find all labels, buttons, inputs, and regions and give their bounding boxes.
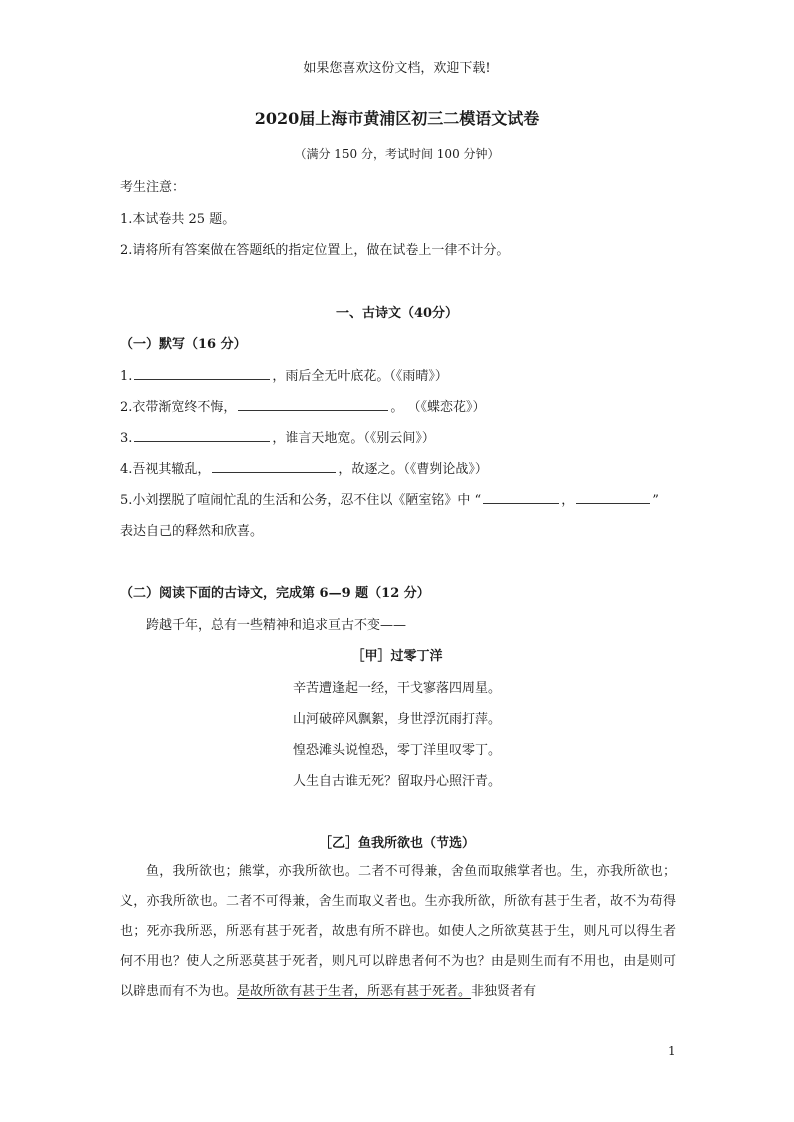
question-2 xyxy=(120,396,486,415)
prose-text: 非独贤者有 xyxy=(471,984,537,999)
notice-item: 1.本试卷共 25 题。 xyxy=(120,212,236,227)
poem-line: 惶恐滩头说惶恐，零丁洋里叹零丁。 xyxy=(292,743,501,758)
exam-subtitle: （满分 150 分，考试时间 100 分钟） xyxy=(294,147,500,161)
answer-blank[interactable] xyxy=(212,471,336,473)
section-heading: 一、古诗文（40分） xyxy=(335,306,459,321)
poem-line: 辛苦遭逢起一经，干戈寥落四周星。 xyxy=(292,681,501,696)
prose-text: 鱼，我所欲也；熊掌，亦我所欲也。二者不可得兼，舍鱼而取熊掌者也。生，亦我所欲也；义，亦我所欲也。二者不可得兼，舍生而取义者也。生亦我所欲，所欲有甚于生者，故不为苟得也；死亦我所恶，所恶有甚于死者，故患有所不辟也。如使人之所欲莫甚于生，则凡可以得生者何不用也？使人之所恶莫甚于死者，则凡可以辟患者何不为也？由是则生而有不用也，由是则可以辟患而有不为也。 xyxy=(120,864,676,999)
question-5-line2: 表达自己的释然和欣喜。 xyxy=(120,524,264,539)
answer-blank[interactable] xyxy=(576,502,650,504)
question-text: ” xyxy=(652,493,659,508)
page-title: 2020届上海市黄浦区初三二模语文试卷 xyxy=(254,109,540,128)
prose-passage xyxy=(120,857,676,1007)
notice-item: 2.请将所有答案做在答题纸的指定位置上，做在试卷上一律不计分。 xyxy=(120,243,510,258)
question-1 xyxy=(120,365,448,384)
question-text: 2.衣带渐宽终不悔， xyxy=(120,400,237,415)
question-text: ，谁言天地宽。（《别云间》） xyxy=(272,431,435,446)
answer-blank[interactable] xyxy=(134,378,270,380)
poem-title: ［甲］过零丁洋 xyxy=(351,649,443,664)
question-text: 5.小刘摆脱了喧闹忙乱的生活和公务，忍不住以《陋室铭》中 “ xyxy=(120,493,482,508)
question-text: 4.吾视其辙乱， xyxy=(120,462,211,477)
question-text: ， xyxy=(561,493,575,508)
question-text: 。 （《蝶恋花》） xyxy=(390,400,486,415)
answer-blank[interactable] xyxy=(483,502,559,504)
question-number: 1. xyxy=(120,369,133,384)
answer-blank[interactable] xyxy=(134,440,270,442)
question-4 xyxy=(120,458,488,477)
reading-intro: 跨越千年，总有一些精神和追求亘古不变—— xyxy=(146,618,407,633)
download-banner: 如果您喜欢这份文档，欢迎下载! xyxy=(303,61,491,76)
subsection-heading: （一）默写（16 分） xyxy=(120,337,247,352)
question-number: 3. xyxy=(120,431,133,446)
subsection-heading: （二）阅读下面的古诗文，完成第 6—9 题（12 分） xyxy=(120,586,430,601)
poem-line: 山河破碎风飘絮，身世浮沉雨打萍。 xyxy=(292,712,501,727)
answer-blank[interactable] xyxy=(238,409,388,411)
question-5 xyxy=(120,489,659,508)
question-3 xyxy=(120,427,435,446)
underlined-sentence: 是故所欲有甚于生者，所恶有甚于死者。 xyxy=(237,984,472,999)
poem-line: 人生自古谁无死？留取丹心照汗青。 xyxy=(292,774,501,789)
page-number: 1 xyxy=(668,1044,676,1058)
question-text: ，雨后全无叶底花。（《雨晴》） xyxy=(272,369,448,384)
notice-label: 考生注意： xyxy=(120,180,186,195)
question-text: ，故逐之。（《曹刿论战》） xyxy=(338,462,488,477)
prose-title: ［乙］鱼我所欲也（节选） xyxy=(318,836,475,851)
